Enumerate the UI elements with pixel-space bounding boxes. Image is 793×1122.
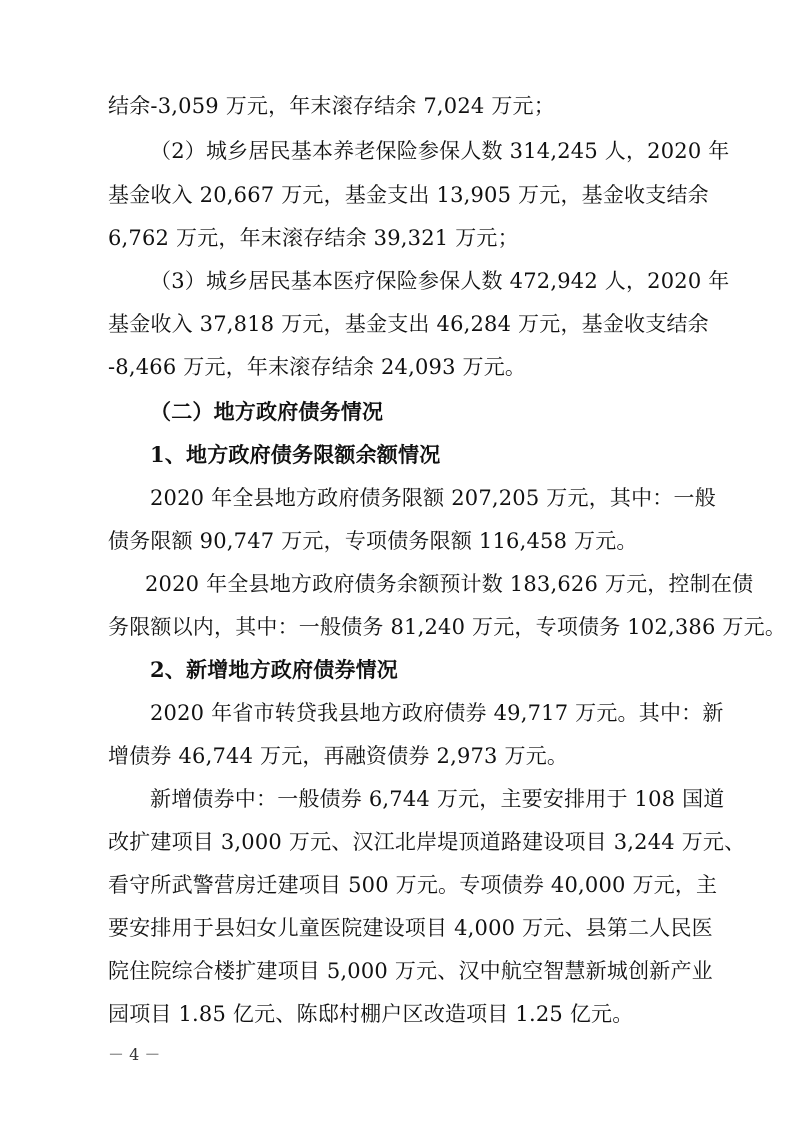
page-number: － 4 －: [108, 1045, 161, 1064]
limit-line-2: 债务限额 90,747 万元，专项债务限额 116,458 万元。: [108, 529, 638, 553]
limit-line-1: 2020 年全县地方政府债务限额 207,205 万元，其中：一般: [150, 486, 716, 510]
new-bonds-line-3: 看守所武警营房迁建项目 500 万元。专项债券 40,000 万元，主: [108, 873, 718, 897]
balance-line-1: 2020 年全县地方政府债务余额预计数 183,626 万元，控制在债: [145, 572, 754, 596]
new-bonds-line-1: 新增债券中：一般债券 6,744 万元，主要安排用于 108 国道: [150, 787, 725, 811]
item-2-line-2: 基金收入 20,667 万元，基金支出 13,905 万元，基金收支结余: [108, 183, 709, 207]
bonds-line-1: 2020 年省市转贷我县地方政府债券 49,717 万元。其中：新: [150, 701, 724, 725]
new-bonds-line-5: 院住院综合楼扩建项目 5,000 万元、汉中航空智慧新城创新产业: [108, 959, 713, 983]
new-bonds-line-4: 要安排用于县妇女儿童医院建设项目 4,000 万元、县第二人民医: [108, 916, 713, 940]
new-bonds-line-6: 园项目 1.85 亿元、陈邸村棚户区改造项目 1.25 亿元。: [108, 1002, 634, 1026]
subsection-heading-new-bonds: 2、新增地方政府债券情况: [150, 657, 399, 682]
balance-line-2: 务限额以内，其中：一般债务 81,240 万元，专项债务 102,386 万元。: [108, 615, 787, 639]
subsection-heading-limit: 1、地方政府债务限额余额情况: [150, 442, 441, 467]
item-2-line-1: （2）城乡居民基本养老保险参保人数 314,245 人，2020 年: [150, 139, 730, 163]
item-2-line-3: 6,762 万元，年末滚存结余 39,321 万元；: [108, 226, 519, 250]
item-3-line-2: 基金收入 37,818 万元，基金支出 46,284 万元，基金收支结余: [108, 312, 709, 336]
item-3-line-1: （3）城乡居民基本医疗保险参保人数 472,942 人，2020 年: [150, 269, 730, 293]
new-bonds-line-2: 改扩建项目 3,000 万元、汉江北岸堤顶道路建设项目 3,244 万元、: [108, 830, 746, 854]
bonds-line-2: 增债券 46,744 万元，再融资债券 2,973 万元。: [108, 744, 569, 768]
section-heading-debt: （二）地方政府债务情况: [150, 399, 384, 424]
item-3-line-3: -8,466 万元，年末滚存结余 24,093 万元。: [108, 355, 527, 379]
paragraph-line-1-end: 结余-3,059 万元，年末滚存结余 7,024 万元；: [108, 94, 555, 118]
